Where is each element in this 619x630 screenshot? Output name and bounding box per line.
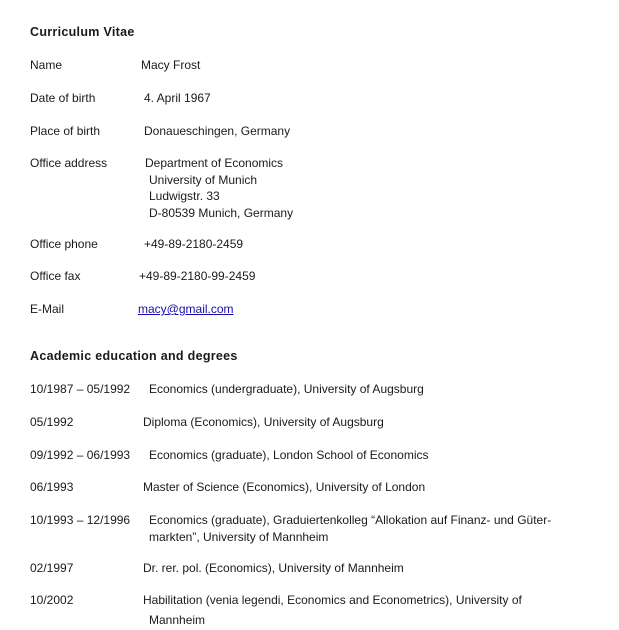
education-period: 06/1993 <box>30 480 74 494</box>
address-line-3: Ludwigstr. 33 <box>149 189 220 203</box>
education-desc-block <box>143 592 522 628</box>
education-period: 10/1987 – 05/1992 <box>30 382 131 396</box>
name-label: Name <box>30 58 63 72</box>
email-label: E-Mail <box>30 302 65 316</box>
office-address-label: Office address <box>30 156 108 170</box>
education-period: 09/1992 – 06/1993 <box>30 448 131 462</box>
education-desc: Economics (graduate), London School of Economics <box>149 448 429 462</box>
education-desc: Master of Science (Economics), University of London <box>143 480 426 494</box>
cv-title: Curriculum Vitae <box>30 25 135 39</box>
education-desc-cont: Mannheim <box>149 612 206 627</box>
name-value: Macy Frost <box>141 58 201 72</box>
phone-label: Office phone <box>30 237 98 251</box>
education-desc: Economics (undergraduate), University of Augsburg <box>149 382 424 396</box>
email-link[interactable]: macy@gmail.com <box>138 302 234 316</box>
education-desc-cont: markten”, University of Mannheim <box>149 529 329 544</box>
education-heading: Academic education and degrees <box>30 349 238 363</box>
pob-value: Donaueschingen, Germany <box>144 124 291 138</box>
office-address-value <box>145 155 293 221</box>
dob-value: 4. April 1967 <box>144 91 211 105</box>
education-period: 10/1993 – 12/1996 <box>30 513 131 527</box>
education-desc: Dr. rer. pol. (Economics), University of Mannheim <box>143 561 404 575</box>
address-line-2: University of Munich <box>149 172 258 187</box>
education-desc: Economics (graduate), Graduiertenkolleg “Allokation auf Finanz- und Güter- <box>149 513 552 527</box>
education-period: 05/1992 <box>30 415 74 429</box>
education-desc: Diploma (Economics), University of Augsburg <box>143 415 384 429</box>
dob-label: Date of birth <box>30 91 96 105</box>
education-desc-block <box>149 512 551 545</box>
education-period: 02/1997 <box>30 561 74 575</box>
pob-label: Place of birth <box>30 124 101 138</box>
address-line-4: D-80539 Munich, Germany <box>149 205 294 220</box>
phone-value: +49-89-2180-2459 <box>144 237 244 251</box>
education-desc: Habilitation (venia legendi, Economics and Econometrics), University of <box>143 593 522 607</box>
fax-value: +49-89-2180-99-2459 <box>139 269 256 283</box>
education-period: 10/2002 <box>30 593 74 607</box>
address-line-1: Department of Economics <box>145 156 284 170</box>
fax-label: Office fax <box>30 269 81 283</box>
